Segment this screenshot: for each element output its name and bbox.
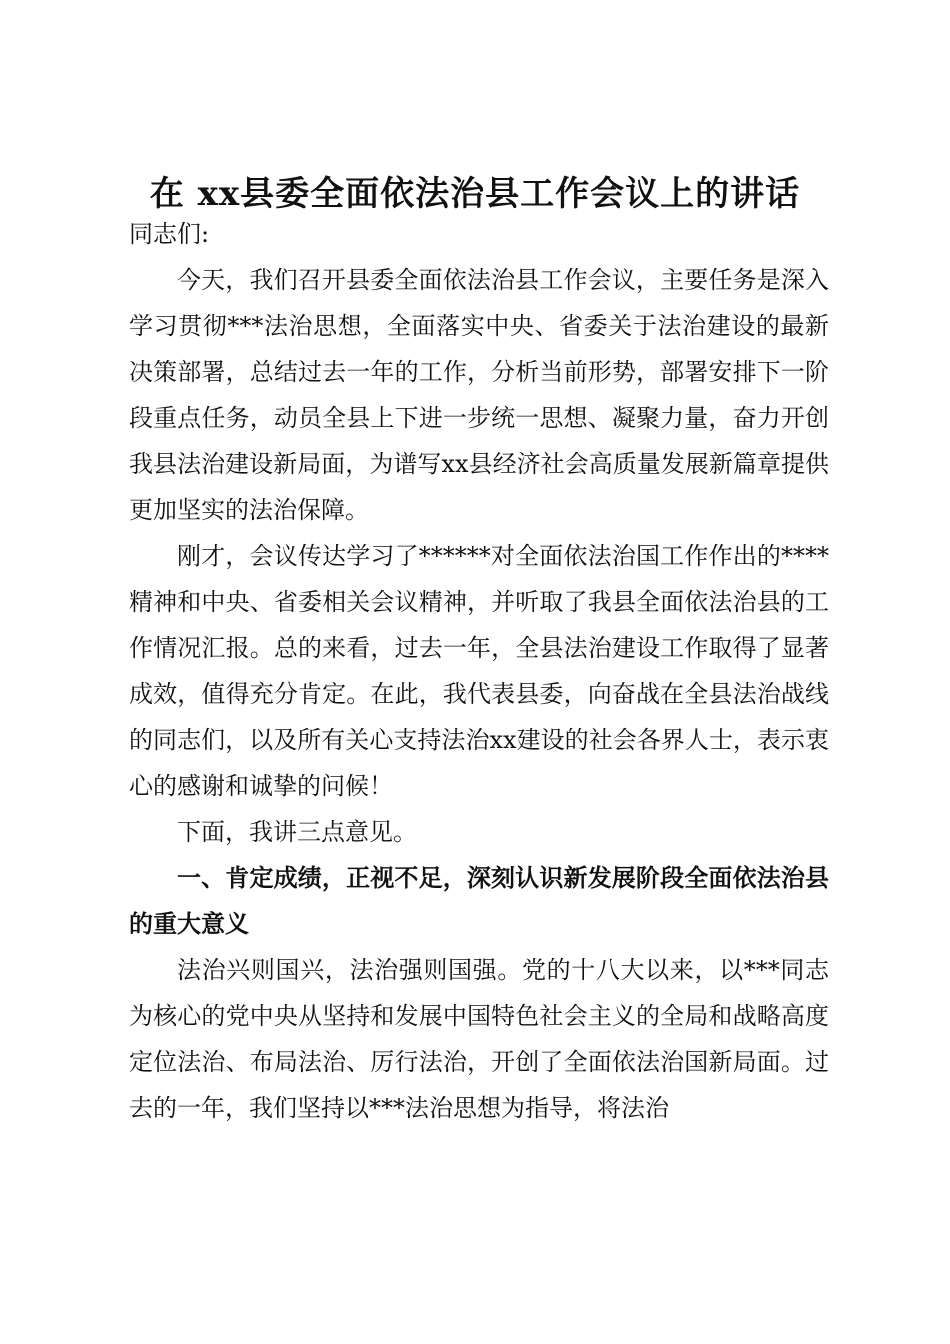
section-heading-one: 一、肯定成绩，正视不足，深刻认识新发展阶段全面依法治县的重大意义 (129, 863, 829, 938)
paragraph-review: 刚才，会议传达学习了******对全面依法治国工作作出的****精神和中央、省委相关会议精神，并听取了我县全面依法治县的工作情况汇报。总的来看，过去一年，全县法治建设工作取得了显著成效，值得充分肯定。在此，我代表县委，向奋战在全县法治战线的同志们，以及所有关心支持法治xx建设的社会各界人士，表示衷心的感谢和诚挚的问候！ (129, 542, 829, 800)
paragraph-three-points: 下面，我讲三点意见。 (177, 818, 417, 846)
paragraph-opening: 今天，我们召开县委全面依法治县工作会议，主要任务是深入学习贯彻***法治思想，全面落实中央、省委关于法治建设的最新决策部署，总结过去一年的工作，分析当前形势，部署安排下一阶段重点任务，动员全县上下进一步统一思想、凝聚力量，奋力开创我县法治建设新局面，为谱写xx县经济社会高质量发展新篇章提供更加坚实的法治保障。 (129, 266, 829, 524)
paragraph-section-one: 法治兴则国兴，法治强则国强。党的十八大以来，以***同志为核心的党中央从坚持和发展中国特色社会主义的全局和战略高度定位法治、布局法治、厉行法治，开创了全面依法治国新局面。过去的一年，我们坚持以***法治思想为指导，将法治 (129, 956, 829, 1122)
document-body (129, 211, 829, 1131)
salutation: 同志们: (129, 220, 210, 248)
document-title: 在 xx县委全面依法治县工作会议上的讲话 (149, 174, 801, 214)
